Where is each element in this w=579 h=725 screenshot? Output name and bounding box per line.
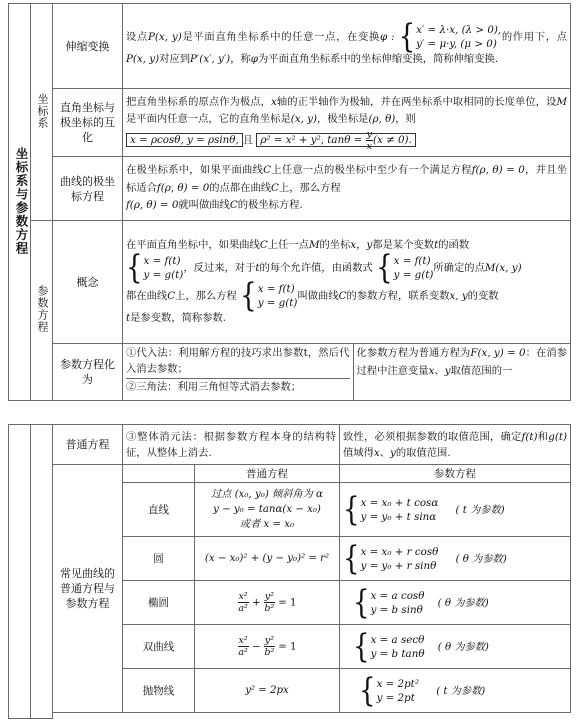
math: x = a cosθ [370,589,425,602]
text: 的函数 [438,238,470,251]
text: 上，那么方程 [175,290,237,302]
math: y − y₀ = tanα(x − x₀) [213,504,321,515]
math: = 1 [278,597,297,609]
brace-glyph: { [126,249,143,287]
curve-param [340,669,571,713]
denominator: x [366,140,372,152]
text: 都在曲线 [126,290,168,302]
ordinary-topic-label: 普通方程 [65,438,110,451]
math: t [434,238,439,251]
coord-category-cell [31,4,53,221]
param-note: ( t 为参数) [436,685,486,697]
text: ， [356,238,367,251]
fraction [264,591,275,614]
curve-param [340,483,571,537]
param-system [353,583,425,622]
text: 上，那么方程 [278,181,341,194]
text: 的变数 [467,290,499,302]
operator: − [251,641,261,653]
math: y [444,364,451,377]
text: 的点都在曲线 [209,181,272,194]
curves-topic [53,465,123,713]
blank-main-cell [9,425,31,719]
curve-general [195,581,340,625]
convert-topic [53,344,123,401]
brace-glyph: { [376,249,393,287]
math: x = f(t) [257,283,295,295]
text: 和 [537,430,549,443]
curve-name: 抛物线 [123,669,195,713]
param-system-2 [376,249,434,287]
math: y = 2pt [376,691,415,704]
math: ρ² = x² + y², tanθ = [260,134,363,146]
math: M(x, y) [484,262,522,274]
math: f(ρ, θ) = 0 [126,199,179,212]
text: ：在消参过程中注意变量 [356,347,568,377]
denominator: b² [264,603,275,614]
math: y = g(t) [143,269,184,281]
concept-topic-label: 概念 [76,275,99,289]
fraction [238,635,249,658]
scale-topic-label: 伸缩变换 [65,39,110,53]
brace-glyph: { [343,539,360,578]
math: 过点 (x₀, y₀) 倾斜角为 α [211,489,323,500]
param-note: ( θ 为参数) [437,641,489,653]
param-system-3 [240,277,298,315]
text: 值域得 [343,446,374,459]
curve-name: 直线 [123,483,195,537]
param-system [353,627,425,666]
text: 叫做曲线 [297,290,339,302]
text: 轴的正半轴作为极轴，并在两坐标系中取相同的长度单位，设 [276,95,557,108]
text: 上任一点 [267,238,309,251]
text: 所确定的点 [433,262,485,274]
header-blank [123,465,195,483]
math: t [255,262,260,274]
text: 的极坐标方程. [237,199,303,212]
scale-system [398,18,502,56]
math: C [259,238,268,251]
main-category-label: 坐标系与参数方程 [14,146,29,255]
math: x, y [449,290,468,302]
param-category-label: 参数方程 [36,285,49,333]
coord-category-label: 坐标系 [36,92,49,129]
math: C [167,290,176,302]
math: x [350,238,357,251]
scale-topic [53,4,123,89]
convert-desc [123,344,571,401]
numerator: y² [264,591,274,602]
math: x = f(t) [143,255,181,267]
text: 都是某个变数 [372,238,435,251]
param-system [359,671,419,710]
text: 是参变数，简称参数. [130,312,227,324]
polar-topic [53,89,123,157]
curve-general [195,483,340,537]
concept-desc [123,221,571,344]
math: y [390,446,396,459]
fraction [238,591,249,614]
header-param: 参数方程 [340,465,571,483]
fraction [264,635,275,658]
curve-param [340,581,571,625]
math: (x, y) [290,113,317,125]
param-system [343,539,439,578]
operator: + [251,597,261,609]
math: x [373,446,380,459]
curves-topic-label: 常见曲线的普通方程与参数方程 [60,567,115,610]
math: C [338,290,347,302]
polar-formula-box-2 [256,128,415,152]
convert-right-cont [340,425,571,465]
text: 就叫做曲线 [178,199,230,212]
math: y = b tanθ [370,647,425,660]
summary-table-top [8,3,571,401]
math: g(t) [548,430,568,443]
text: 是平面内任意一点，它的直角坐标是 [126,113,291,125]
brace-glyph: { [359,671,376,710]
math: y = b sinθ [370,603,423,616]
method-1: ①代入法：利用解方程的技巧求出参数t，然后代入消去参数； [126,345,350,379]
polar-desc [123,89,571,157]
math: C [263,164,272,177]
text: 且 [242,134,254,146]
math: x = x₀ + r cosθ [360,545,439,558]
text: 为平面直角坐标系中的坐标伸缩变换，简称伸缩变换. [258,53,499,66]
math: = 1 [278,641,297,653]
polar-eq-topic [53,157,123,221]
text: 是平面直角坐标系中的任意一点，在变换 [181,31,380,44]
math: x′ = λ·x, (λ > 0), [416,24,502,37]
text: 的每个允许值，由函数式 [259,262,373,274]
math: M [308,238,320,251]
convert-right [353,344,570,400]
math: (x ≠ 0). [372,134,412,146]
math: x = x₀ + t cosα [360,496,439,509]
text: ，则 [395,113,416,125]
text: 的作 [501,31,524,44]
math: x [270,95,277,108]
header-general: 普通方程 [195,465,340,483]
numerator: x² [238,635,248,646]
polar-eq-desc [123,157,571,221]
math: M [556,95,568,108]
denominator: a² [238,647,248,658]
math: φ [250,53,258,66]
numerator: y [366,128,372,140]
math: C [271,181,279,194]
bottom-spacer [53,713,571,719]
text: ，极坐标是 [316,113,369,125]
main-category-cell [9,4,31,401]
brace-glyph: { [398,18,416,56]
math: x = a secθ [370,633,425,646]
text: ，称 [230,53,251,66]
math: y [366,238,373,251]
curve-name: 圆 [123,537,195,581]
convert-topic-label: 参数方程化为 [60,358,115,386]
math: f(ρ, θ) = 0 [156,181,210,194]
math: P(x, y) [126,53,160,66]
numerator: x² [238,591,248,602]
param-note: ( θ 为参数) [455,553,507,565]
text: 的坐标 [319,238,351,251]
text: ，并且坐标适合 [126,164,568,194]
text: 把直角坐标系的原点作为极点， [126,95,271,108]
curve-general [195,625,340,669]
text: 用下，点 [523,31,568,44]
math: y = g(t) [257,297,298,309]
denominator: a² [238,603,248,614]
math: x [428,364,435,377]
math: y = y₀ + t sinα [360,510,437,523]
math: P(x, y) [147,31,182,44]
text: 的取值范围. [395,446,451,459]
math: x = 2pt² [376,677,419,690]
concept-topic [53,221,123,344]
param-note: ( t 为参数) [455,504,505,516]
blank-sub-cell [31,425,53,719]
text: 上任意一点的极坐标中至少有一个满足方程 [271,164,472,177]
math: P′(x′, y′) [190,53,231,66]
ordinary-topic [53,425,123,465]
text: 在极坐标系中，如果平面曲线 [126,164,264,177]
polar-topic-label: 直角坐标与极坐标的互化 [60,101,115,144]
math: C [229,199,238,212]
math: y = y₀ + r sinθ [360,559,437,572]
convert-split [123,344,570,400]
summary-table-bottom [8,424,571,719]
math: (ρ, θ) [368,113,396,125]
brace-glyph: { [353,583,370,622]
text: 设点 [126,31,148,44]
curve-name: 椭圆 [123,581,195,625]
fraction [366,129,373,152]
math: φ : [379,31,395,44]
curve-param [340,625,571,669]
polar-formula-box-1: x = ρcosθ, y = ρsinθ, [126,133,243,147]
polar-eq-topic-label: 曲线的极坐标方程 [60,174,115,203]
text: 对应到 [159,53,191,66]
text: 、 [379,446,391,459]
math: t [126,312,131,324]
denominator: b² [264,647,275,658]
param-system [343,490,439,529]
param-category-cell [31,221,53,401]
text: 取值范围的一 [450,364,513,377]
math: y = g(t) [393,269,434,281]
math: x = f(t) [393,255,431,267]
scale-desc [123,4,571,89]
method-3: ③整体消元法：根据参数方程本身的结构特征，从整体上消去. [123,425,340,465]
curve-general: y² = 2px [195,669,340,713]
param-note: ( θ 为参数) [437,597,489,609]
text: 、 [434,364,445,377]
method-2: ②三角法：利用三角恒等式消去参数； [126,381,302,393]
curve-general: (x − x₀)² + (y − y₀)² = r² [195,537,340,581]
numerator: y² [264,635,274,646]
brace-glyph: { [240,277,257,315]
curve-name: 双曲线 [123,625,195,669]
math: f(ρ, θ) = 0 [471,164,525,177]
convert-left [123,344,353,400]
math: F(x, y) = 0 [470,347,526,359]
math: y′ = μ·y, (μ > 0) [416,38,497,51]
param-system-1 [126,249,184,287]
brace-glyph: { [343,490,360,529]
curve-param [340,537,571,581]
math: 或者 x = x₀ [239,519,295,530]
math: f(t) [521,430,538,443]
text: 的参数方程，联系变数 [346,290,450,302]
text: 化参数方程为普通方程为 [356,347,471,359]
brace-glyph: { [353,627,370,666]
text: ，反过来，对于 [183,262,256,274]
text: 致性，必须根据参数的取值范围，确定 [343,430,522,443]
text: 在平面直角坐标中，如果曲线 [126,238,260,251]
